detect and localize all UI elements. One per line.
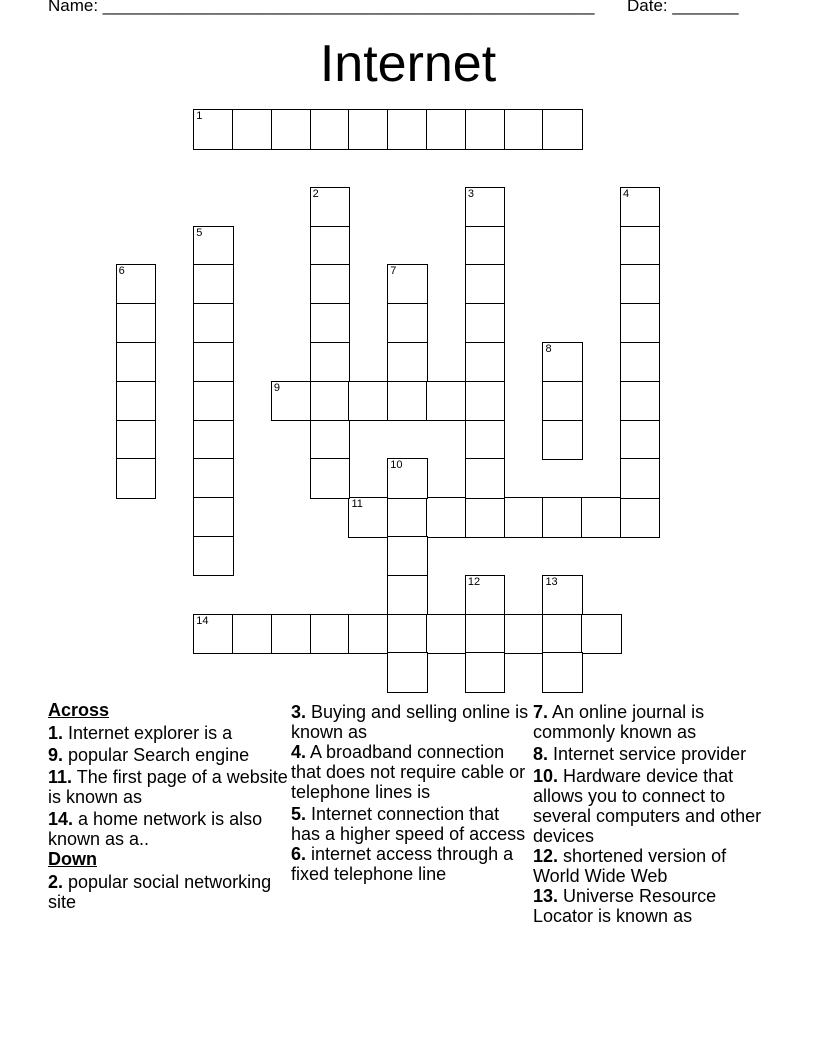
crossword-cell[interactable] (620, 187, 660, 227)
clue-number: 3. (291, 702, 307, 722)
crossword-cell[interactable] (465, 420, 505, 460)
crossword-cell[interactable] (387, 614, 427, 654)
crossword-cell[interactable] (310, 458, 350, 498)
crossword-cell[interactable] (581, 614, 621, 654)
cell-number: 2 (312, 187, 319, 200)
clue-text: Internet explorer is a (63, 723, 233, 743)
clue-down-5 (291, 804, 531, 844)
crossword-cell[interactable] (542, 575, 582, 615)
clues-column-3 (533, 702, 773, 928)
crossword-cell[interactable] (426, 614, 466, 654)
crossword-cell[interactable] (310, 264, 350, 304)
crossword-cell[interactable] (271, 109, 311, 149)
clue-number: 1. (48, 723, 64, 743)
crossword-cell[interactable] (542, 342, 582, 382)
crossword-cell[interactable] (116, 264, 156, 304)
crossword-cell[interactable] (620, 226, 660, 266)
crossword-cell[interactable] (465, 303, 505, 343)
clue-number: 7. (533, 702, 549, 722)
crossword-cell[interactable] (348, 497, 388, 537)
crossword-cell[interactable] (232, 109, 272, 149)
crossword-cell[interactable] (193, 614, 233, 654)
crossword-cell[interactable] (193, 536, 233, 576)
clue-text: Buying and selling online is known as (291, 702, 529, 742)
crossword-cell[interactable] (310, 420, 350, 460)
crossword-cell[interactable] (620, 381, 660, 421)
crossword-cell[interactable] (271, 381, 311, 421)
clue-down-4 (291, 742, 531, 802)
clue-number: 11. (48, 767, 73, 787)
clue-down-12 (533, 846, 773, 886)
clue-number: 4. (291, 742, 307, 762)
crossword-cell[interactable] (465, 614, 505, 654)
clue-across-14 (48, 809, 288, 849)
cell-number: 9 (273, 381, 280, 394)
crossword-cell[interactable] (620, 342, 660, 382)
crossword-cell[interactable] (465, 264, 505, 304)
crossword-cell[interactable] (310, 381, 350, 421)
crossword-cell[interactable] (348, 614, 388, 654)
crossword-cell[interactable] (581, 497, 621, 537)
crossword-cell[interactable] (426, 109, 466, 149)
crossword-cell[interactable] (465, 575, 505, 615)
crossword-cell[interactable] (310, 109, 350, 149)
cell-number: 3 (467, 187, 474, 200)
clue-text: A broadband connection that does not require cable or telephone lines is (291, 742, 526, 802)
crossword-cell[interactable] (465, 458, 505, 498)
clue-number: 10. (533, 766, 559, 786)
down-heading: Down (48, 849, 97, 869)
clue-across-1 (48, 723, 288, 743)
clue-text: An online journal is commonly known as (533, 702, 705, 742)
crossword-cell[interactable] (620, 497, 660, 537)
cell-number: 7 (390, 265, 397, 278)
crossword-cell[interactable] (426, 381, 466, 421)
crossword-cell[interactable] (193, 226, 233, 266)
clue-text: popular social networking site (48, 872, 272, 912)
crossword-cell[interactable] (542, 497, 582, 537)
crossword-cell[interactable] (542, 652, 582, 692)
crossword-cell[interactable] (193, 264, 233, 304)
cell-number: 1 (196, 110, 203, 123)
name-field-label: Name: ____________________________________________________ (48, 0, 595, 15)
crossword-cell[interactable] (193, 420, 233, 460)
clue-number: 13. (533, 886, 559, 906)
cell-number: 8 (545, 343, 552, 356)
crossword-cell[interactable] (620, 303, 660, 343)
crossword-cell[interactable] (116, 342, 156, 382)
crossword-cell[interactable] (620, 420, 660, 460)
crossword-cell[interactable] (387, 497, 427, 537)
crossword-cell[interactable] (465, 497, 505, 537)
cell-number: 12 (467, 575, 481, 588)
crossword-cell[interactable] (542, 420, 582, 460)
date-field-label: Date: _______ (627, 0, 739, 15)
crossword-cell[interactable] (426, 497, 466, 537)
cell-number: 5 (196, 226, 203, 239)
crossword-cell[interactable] (348, 381, 388, 421)
crossword-cell[interactable] (504, 614, 544, 654)
clues-column-2 (291, 702, 531, 886)
clue-text: shortened version of World Wide Web (533, 846, 727, 886)
clue-text: Hardware device that allows you to connect to several computers and other devices (533, 766, 762, 846)
crossword-cell[interactable] (387, 652, 427, 692)
crossword-cell[interactable] (232, 614, 272, 654)
crossword-cell[interactable] (542, 381, 582, 421)
clue-text: internet access through a fixed telephone line (291, 844, 514, 884)
crossword-cell[interactable] (193, 381, 233, 421)
page-title: Internet (319, 35, 497, 93)
crossword-cell[interactable] (271, 614, 311, 654)
crossword-cell[interactable] (620, 264, 660, 304)
clue-down-7 (533, 702, 773, 742)
clue-down-3 (291, 702, 531, 742)
crossword-cell[interactable] (465, 109, 505, 149)
crossword-cell[interactable] (193, 342, 233, 382)
cell-number: 6 (118, 265, 125, 278)
crossword-cell[interactable] (465, 381, 505, 421)
crossword-cell[interactable] (504, 109, 544, 149)
clue-across-9 (48, 745, 288, 765)
clue-text: a home network is also known as a.. (48, 809, 263, 849)
crossword-cell[interactable] (193, 458, 233, 498)
crossword-cell[interactable] (193, 497, 233, 537)
crossword-cell[interactable] (387, 342, 427, 382)
clue-text: Universe Resource Locator is known as (533, 886, 717, 926)
clue-text: Internet service provider (548, 744, 747, 764)
crossword-cell[interactable] (542, 109, 582, 149)
crossword-cell[interactable] (193, 109, 233, 149)
clue-text: The first page of a website is known as (48, 767, 288, 807)
cell-number: 11 (351, 498, 363, 511)
crossword-cell[interactable] (116, 458, 156, 498)
crossword-cell[interactable] (310, 614, 350, 654)
clue-text: Internet connection that has a higher speed of access (291, 804, 526, 844)
crossword-cell[interactable] (116, 381, 156, 421)
crossword-cell[interactable] (387, 381, 427, 421)
crossword-cell[interactable] (387, 575, 427, 615)
clue-down-13 (533, 886, 773, 926)
crossword-cell[interactable] (387, 264, 427, 304)
clue-down-8 (533, 744, 773, 764)
clue-number: 12. (533, 846, 559, 866)
crossword-cell[interactable] (193, 303, 233, 343)
clue-down-6 (291, 844, 531, 884)
cell-number: 10 (390, 459, 403, 472)
clue-number: 14. (48, 809, 74, 829)
across-heading: Across (48, 700, 110, 720)
crossword-cell[interactable] (465, 226, 505, 266)
clues-column-1 (48, 700, 288, 914)
cell-number: 4 (623, 187, 630, 200)
clue-number: 5. (291, 804, 307, 824)
crossword-cell[interactable] (465, 187, 505, 227)
clue-across-11 (48, 767, 288, 807)
crossword-cell[interactable] (310, 187, 350, 227)
crossword-cell[interactable] (310, 342, 350, 382)
clue-number: 2. (48, 872, 64, 892)
crossword-cell[interactable] (542, 614, 582, 654)
clue-number: 9. (48, 745, 64, 765)
crossword-cell[interactable] (504, 497, 544, 537)
cell-number: 14 (196, 614, 209, 627)
crossword-cell[interactable] (310, 303, 350, 343)
crossword-cell[interactable] (387, 458, 427, 498)
crossword-cell[interactable] (116, 303, 156, 343)
cell-number: 13 (545, 575, 558, 588)
crossword-cell[interactable] (348, 109, 388, 149)
crossword-cell[interactable] (310, 226, 350, 266)
crossword-cell[interactable] (387, 536, 427, 576)
clue-down-2 (48, 872, 288, 912)
crossword-cell[interactable] (387, 303, 427, 343)
crossword-cell[interactable] (116, 420, 156, 460)
crossword-cell[interactable] (465, 342, 505, 382)
crossword-cell[interactable] (387, 109, 427, 149)
crossword-cell[interactable] (620, 458, 660, 498)
crossword-cell[interactable] (465, 652, 505, 692)
clue-down-10 (533, 766, 773, 846)
clue-text: popular Search engine (63, 745, 250, 765)
clue-number: 6. (291, 844, 307, 864)
clue-number: 8. (533, 744, 549, 764)
